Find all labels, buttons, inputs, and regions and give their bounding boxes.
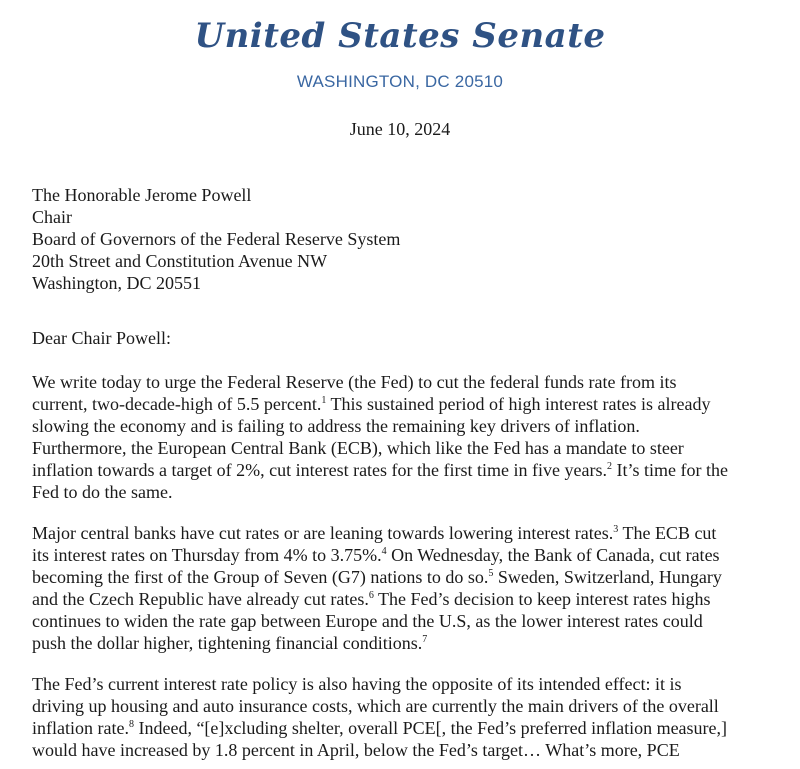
- line-text: Furthermore, the European Central Bank (ECB), which like the Fed has a mandate to steer: [32, 438, 684, 458]
- paragraph-line: [32, 695, 792, 717]
- paragraph-line: [32, 437, 792, 459]
- recipient-line: 20th Street and Constitution Avenue NW: [32, 251, 328, 271]
- footnote-marker: 1: [321, 395, 327, 406]
- paragraph-line: [32, 610, 792, 632]
- footnote-marker: 8: [128, 719, 134, 730]
- paragraph-line: [32, 522, 792, 544]
- line-text: slowing the economy and is failing to address the remaining key drivers of inflation.: [32, 416, 640, 436]
- line-text: Fed to do the same.: [32, 482, 173, 502]
- line-text-continued: Indeed, “[e]xcluding shelter, overall PCE[, the Fed’s preferred inflation measure,]: [133, 718, 728, 738]
- salutation: Dear Chair Powell:: [32, 328, 171, 348]
- line-text: current, two-decade-high of 5.5 percent.: [32, 394, 322, 414]
- line-text: driving up housing and auto insurance costs, which are currently the main drivers of the overall: [32, 696, 719, 716]
- paragraph-line: [32, 393, 792, 415]
- paragraph-line: [32, 632, 792, 654]
- footnote-marker: 7: [422, 634, 428, 645]
- letterhead-title: United States Senate: [194, 16, 606, 56]
- recipient-line: The Honorable Jerome Powell: [32, 185, 252, 205]
- paragraph-line: [32, 739, 792, 761]
- letter-date: June 10, 2024: [349, 119, 451, 139]
- letterhead: [0, 14, 800, 92]
- recipient-line: Board of Governors of the Federal Reserve System: [32, 229, 401, 249]
- line-text: inflation rate.: [32, 718, 129, 738]
- footnote-marker: 2: [606, 461, 612, 472]
- paragraph-line: [32, 544, 792, 566]
- line-text: continues to widen the rate gap between Europe and the U.S, as the lower interest rates could: [32, 611, 703, 631]
- letterhead-address: WASHINGTON, DC 20510: [296, 72, 504, 91]
- paragraph-line: [32, 588, 792, 610]
- line-text-continued: On Wednesday, the Bank of Canada, cut rates: [386, 545, 720, 565]
- paragraph-line: [32, 673, 792, 695]
- footnote-marker: 6: [368, 590, 374, 601]
- footnote-marker: 5: [488, 568, 494, 579]
- paragraph-line: [32, 481, 792, 503]
- line-text-continued: Sweden, Switzerland, Hungary: [493, 567, 722, 587]
- paragraph-line: [32, 459, 792, 481]
- line-text: and the Czech Republic have already cut rates.: [32, 589, 369, 609]
- footnote-marker: 4: [381, 546, 387, 557]
- body-paragraph: [32, 522, 792, 654]
- line-text-continued: This sustained period of high interest rates is already: [326, 394, 711, 414]
- line-text: becoming the first of the Group of Seven (G7) nations to do so.: [32, 567, 489, 587]
- recipient-address: [32, 184, 400, 294]
- body-paragraph: [32, 673, 792, 761]
- line-text: Major central banks have cut rates or are leaning towards lowering interest rates.: [32, 523, 614, 543]
- line-text: We write today to urge the Federal Reserve (the Fed) to cut the federal funds rate from its: [32, 372, 677, 392]
- line-text-continued: The ECB cut: [618, 523, 717, 543]
- recipient-line: Washington, DC 20551: [32, 273, 202, 293]
- line-text: inflation towards a target of 2%, cut interest rates for the first time in five years.: [32, 460, 607, 480]
- paragraph-line: [32, 566, 792, 588]
- footnote-marker: 3: [613, 524, 619, 535]
- line-text: its interest rates on Thursday from 4% to 3.75%.: [32, 545, 382, 565]
- line-text-continued: It’s time for the: [611, 460, 728, 480]
- line-text: The Fed’s current interest rate policy is also having the opposite of its intended effect: it is: [32, 674, 682, 694]
- paragraph-line: [32, 371, 792, 393]
- paragraph-line: [32, 717, 792, 739]
- line-text-continued: The Fed’s decision to keep interest rates highs: [373, 589, 711, 609]
- recipient-line: Chair: [32, 207, 72, 227]
- body-paragraph: [32, 371, 792, 503]
- line-text: would have increased by 1.8 percent in April, below the Fed’s target… What’s more, PCE: [32, 740, 680, 760]
- line-text: push the dollar higher, tightening financial conditions.: [32, 633, 423, 653]
- paragraph-line: [32, 415, 792, 437]
